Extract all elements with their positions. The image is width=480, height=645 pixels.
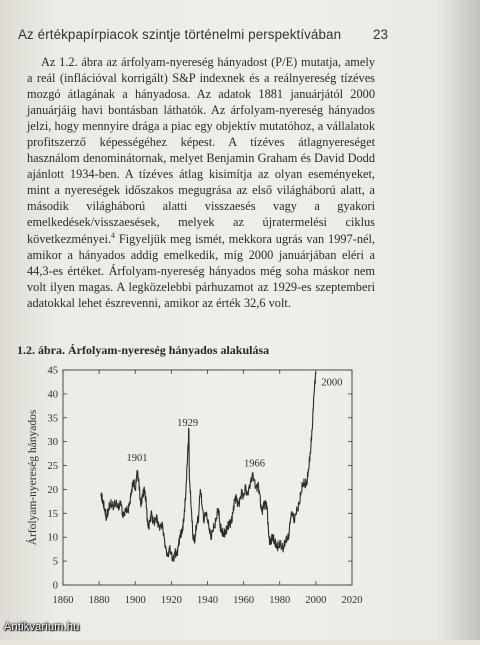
x-tick-label: 1940: [197, 595, 218, 606]
footnote-reference: 4: [110, 230, 115, 240]
running-header-title: Az értékpapírpiacok szintje történelmi perspektívában: [18, 27, 342, 42]
y-axis-label: Árfolyam-nyereség hányados: [27, 409, 39, 546]
body-text-part-1: Az 1.2. ábra az árfolyam-nyereség hányadost (P/E) mutatja, amely a reál (inflációval korrigált) S&P indexnek és a reálnyereség tízéves mozgó átlagának a hányadosa. Az adatok 1881 januárjától 2000 januárjáig havi bontásban láthatók. Az árfolyam-nyereség hányados jelzi, hogy mennyire drága a piac egy objektív mutatóhoz, a vállalatok profitszerző képességéhez képest. A tízéves átlagnyereséget használom denominátornak, melyet Benjamin Graham és David Dodd ajánlott 1934-ben. A tízéves átlag kisimítja az olyan eseményeket, mint a nyereségek időszakos megugrása az első világháború alatt, a második világháború alatti visszaesés vagy a gyakori emelkedések/visszaesések, melyek az újratermelési ciklus következményei.: [27, 55, 375, 246]
x-tick-label: 1980: [269, 595, 291, 606]
y-tick-label: 40: [47, 389, 58, 401]
watermark-text: Antikvarium.hu: [4, 621, 80, 633]
annotation-label-2000: 2000: [321, 377, 343, 389]
y-tick-label: 10: [47, 532, 58, 544]
y-tick-label: 5: [52, 556, 58, 568]
annotation-label-1966: 1966: [243, 458, 265, 470]
x-tick-label: 1960: [233, 595, 255, 606]
x-tick-label: 1860: [52, 595, 74, 606]
x-tick-label: 1920: [160, 595, 182, 606]
y-tick-label: 45: [47, 365, 58, 377]
body-text-part-2: Figyeljük meg ismét, mekkora ugrás van 1997-nél, amikor a hányados addig emelkedik, míg 2000 januárjában eléri a 44,3-es értéket. Árfolyam-nyereség hányados még soha máskor nem volt ilyen magas. A legközelebbi párhuzamot az 1929-es szeptemberi adatokkal lehet észrevenni, amikor az érték 32,6 volt.: [27, 231, 375, 310]
page-number: 23: [373, 27, 389, 42]
y-tick-label: 20: [47, 484, 58, 496]
x-tick-label: 2020: [341, 595, 363, 606]
y-tick-label: 0: [52, 580, 58, 592]
x-tick-label: 2000: [305, 595, 327, 606]
plot-frame: [63, 370, 352, 585]
y-tick-label: 35: [47, 413, 58, 425]
y-tick-label: 25: [47, 461, 58, 473]
annotation-label-1901: 1901: [126, 452, 148, 464]
pe-ratio-series-line: [101, 373, 316, 562]
y-tick-label: 30: [47, 437, 58, 449]
x-tick-label: 1900: [124, 595, 146, 606]
x-tick-label: 1880: [88, 595, 110, 606]
annotation-label-1929: 1929: [177, 417, 199, 429]
y-tick-label: 15: [47, 508, 58, 520]
figure-caption: 1.2. ábra. Árfolyam-nyereség hányados alakulása: [17, 343, 270, 357]
